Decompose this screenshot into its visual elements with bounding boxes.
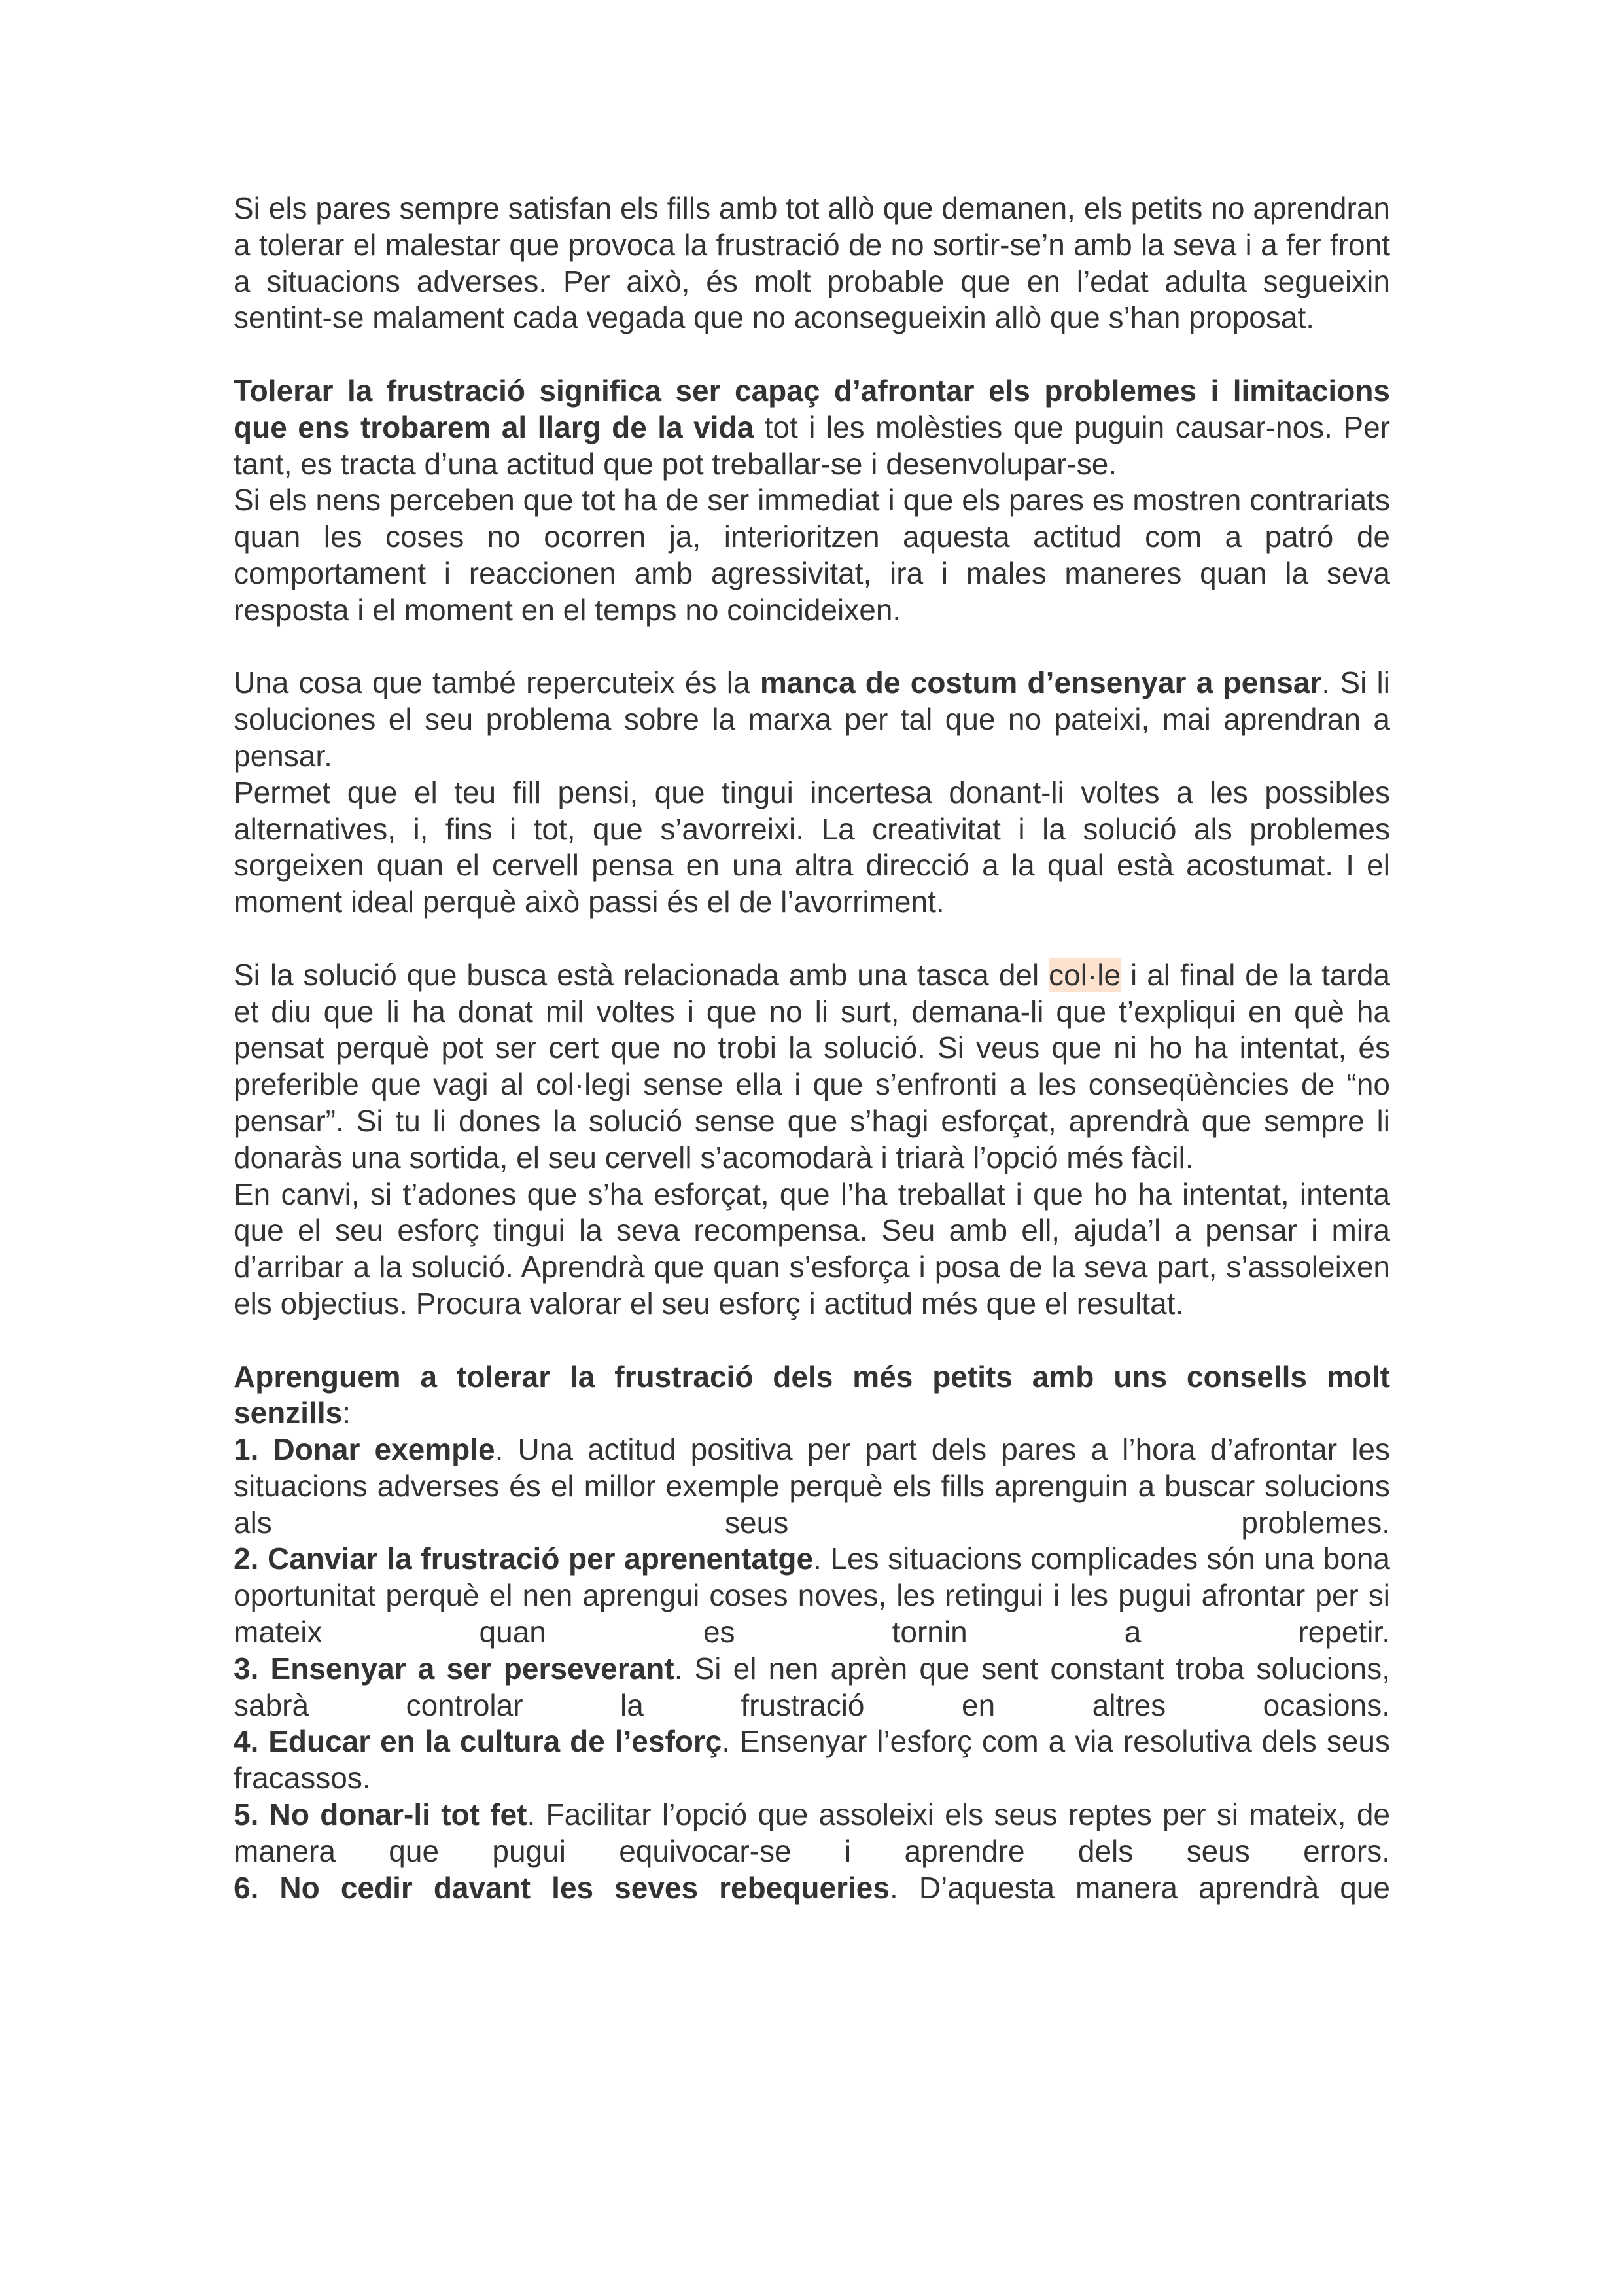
bold-definition: Tolerar la frustració significa ser capaç d’afrontar els problemes i limitacions que ens trobarem al llarg de la vida [234, 373, 1390, 444]
tip-title: 2. Canviar la frustració per aprenentatge [234, 1542, 814, 1576]
paragraph-text: tot i les molèsties que puguin causar-nos. Per tant, es tracta d’una actitud que pot treballar-se i desenvolupar-se. [234, 410, 1390, 481]
paragraph-gap [234, 336, 1390, 373]
tip-item [234, 1870, 1390, 1907]
bold-phrase: manca de costum d’ensenyar a pensar [759, 665, 1322, 700]
tip-item [234, 1432, 1390, 1541]
paragraph-gap [234, 921, 1390, 957]
paragraph-immediacy [234, 482, 1390, 628]
tips-heading [234, 1359, 1390, 1432]
paragraph-text: En canvi, si t’adones que s’ha esforçat, que l’ha treballat i que ho ha intentat, intenta que el seu esforç tingui la seva recompensa. Seu amb ell, ajuda’l a pensar i mira d’arribar a la solució. Aprendrà que quan s’esforça i posa de la seva part, s’assoleixen els objectius. Procura valorar el seu esforç i actitud més que el resultat. [234, 1176, 1390, 1320]
paragraph-teach-thinking [234, 665, 1390, 774]
tip-text: . Si el nen aprèn que sent constant troba solucions, sabrà controlar la frustració en altres ocasions. [234, 1651, 1390, 1722]
tip-text: . Una actitud positiva per part dels pares a l’hora d’afrontar les situacions adverses és el millor exemple perquè els fills aprenguin a buscar solucions als seus problemes. [234, 1432, 1391, 1540]
tips-heading-text: Aprenguem a tolerar la frustració dels més petits amb uns consells molt senzills [234, 1359, 1390, 1430]
tip-title: 5. No donar-li tot fet [234, 1797, 527, 1832]
paragraph-tolerate-definition [234, 373, 1390, 482]
paragraph-boredom [234, 775, 1390, 921]
tip-text: . Les situacions complicades són una bona oportunitat perquè el nen aprengui coses noves, les retingui i les pugui afrontar per si mateix quan es tornin a repetir. [234, 1542, 1390, 1650]
paragraph-gap [234, 1322, 1390, 1359]
tip-title: 1. Donar exemple [234, 1432, 495, 1467]
tip-item [234, 1797, 1390, 1870]
document-body [234, 190, 1390, 1906]
tip-title: 3. Ensenyar a ser perseverant [234, 1651, 674, 1686]
tip-title: 6. No cedir davant les seves rebequeries [234, 1870, 890, 1905]
paragraph-text: Permet que el teu fill pensi, que tingui incertesa donant-li voltes a les possibles alternatives, i, fins i tot, que s’avorreixi. La creativitat i la solució als problemes sorgeixen quan el cervell pensa en una altra direcció a la qual està acostumat. I el moment ideal perquè això passi és el de l’avorriment. [234, 775, 1390, 919]
tip-item [234, 1723, 1390, 1797]
paragraph-text: Si els pares sempre satisfan els fills amb tot allò que demanen, els petits no aprendran a tolerar el malestar que provoca la frustració de no sortir-se’n amb la seva i a fer front a situacions adverses. Per això, és molt probable que en l’edat adulta segueixin sentint-se malament cada vegada que no aconsegueixin allò que s’han proposat. [234, 191, 1390, 335]
tip-title: 4. Educar en la cultura de l’esforç [234, 1724, 722, 1759]
paragraph-intro [234, 190, 1390, 336]
paragraph-text: i al final de la tarda et diu que li ha donat mil voltes i que no li surt, demana-li que t’expliqui en què ha pensat perquè pot ser cert que no trobi la solució. Si veus que ni ho ha intentat, és preferible que vagi al col·legi sense ella i que s’enfronti a les conseqüències de “no pensar”. Si tu li dones la solució sense que s’hagi esforçat, aprendrà que sempre li donaràs una sortida, el seu cervell s’acomodarà i triarà l’opció més fàcil. [234, 957, 1390, 1174]
paragraph-text: Si la solució que busca està relacionada amb una tasca del [234, 957, 1049, 992]
paragraph-effort-reward [234, 1176, 1390, 1322]
paragraph-homework [234, 957, 1390, 1176]
paragraph-text: . Si li soluciones el seu problema sobre la marxa per tal que no pateixi, mai aprendran a pensar. [234, 665, 1390, 773]
paragraph-text: Si els nens perceben que tot ha de ser immediat i que els pares es mostren contrariats quan les coses no ocorren ja, interioritzen aquesta actitud com a patró de comportament i reaccionen amb agressivitat, ira i males maneres quan la seva resposta i el moment en el temps no coincideixen. [234, 483, 1390, 627]
tip-item [234, 1651, 1390, 1724]
tip-item [234, 1541, 1390, 1650]
paragraph-text: Una cosa que també repercuteix és la [234, 665, 760, 700]
paragraph-gap [234, 629, 1390, 665]
tip-text: . D’aquesta manera aprendrà que [889, 1870, 1391, 1905]
tip-text: . Facilitar l’opció que assoleixi els seus reptes per si mateix, de manera que pugui equivocar-se i aprendre dels seus errors. [234, 1797, 1390, 1868]
highlighted-word: col·le [1049, 957, 1121, 992]
tips-heading-colon: : [342, 1396, 351, 1430]
tip-text: . Ensenyar l’esforç com a via resolutiva dels seus fracassos. [234, 1724, 1390, 1795]
